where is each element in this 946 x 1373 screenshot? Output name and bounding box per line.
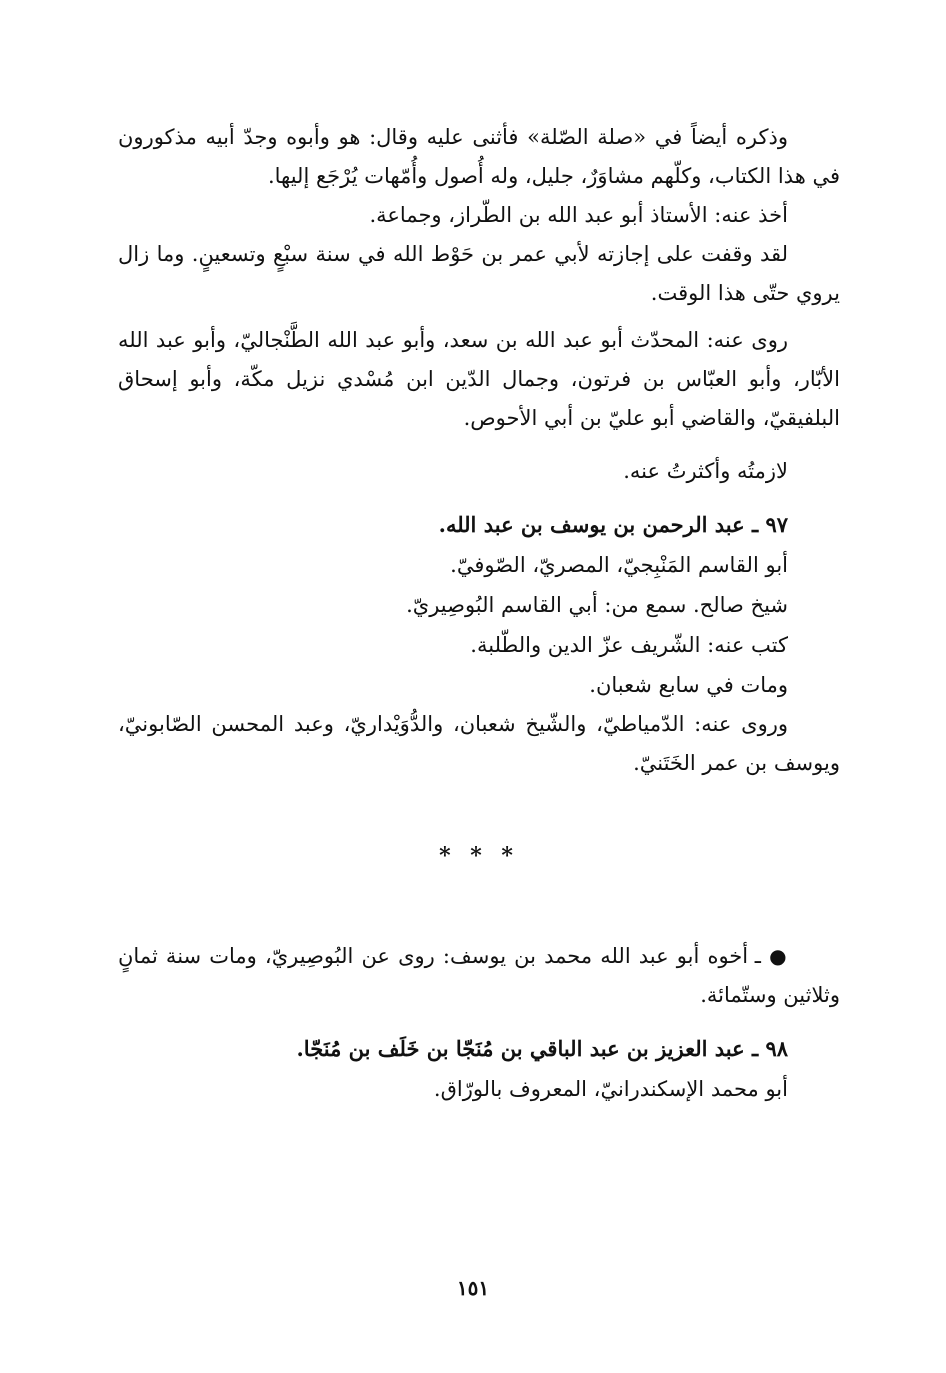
entry-98-number: ٩٨ xyxy=(765,1036,788,1061)
bullet-icon: ● xyxy=(769,944,788,968)
page-body xyxy=(118,118,840,1318)
entry-98-heading xyxy=(118,1029,840,1069)
section-separator: * * * xyxy=(439,843,519,869)
entry-97-line-nisba: أبو القاسم المَنْبِجيّ، المصريّ، الصّوفيّ. xyxy=(450,553,788,577)
entry-98 xyxy=(118,1029,840,1109)
paragraph-brother-text: ـ أخوه أبو عبد الله محمد بن يوسف: روى عن البُوصِيريّ، ومات سنة ثمانٍ وثلاثين وستّمائة. xyxy=(118,944,840,1007)
paragraph-took-from-him: أخذ عنه: الأستاذ أبو عبد الله بن الطّراز، وجماعة. xyxy=(369,203,788,227)
paragraph-narrators: روى عنه: المحدّث أبو عبد الله بن سعد، وأبو عبد الله الطَّنْجاليّ، وأبو عبد الله الأبّار، وأبو العبّاس بن فرتون، وجمال الدّين ابن مُسْدي نزيل مكّة، وأبو إسحاق البلفيقيّ، والقاضي أبو عليّ بن أبي الأحوص. xyxy=(118,328,840,430)
entry-98-line-nisba: أبو محمد الإسكندرانيّ، المعروف بالورّاق. xyxy=(433,1077,788,1101)
paragraph-ijaza: لقد وقفت على إجازته لأبي عمر بن حَوْط الله في سنة سبْعٍ وتسعينٍ. وما زال يروي حتّى هذا الوقت. xyxy=(118,242,840,305)
entry-97-narrators: وروى عنه: الدّمياطيّ، والشّيخ شعبان، والدُّوَيْداريّ، وعبد المحسن الصّابونيّ، ويوسف بن عمر الخَتَنيّ. xyxy=(118,712,840,775)
entry-97-heading xyxy=(118,505,840,545)
entry-97-number: ٩٧ xyxy=(765,512,788,537)
paragraph-brother xyxy=(118,937,840,1015)
entry-97-line-sheikh: شيخ صالح. سمع من: أبي القاسم البُوصِيريّ. xyxy=(406,593,788,617)
entry-97 xyxy=(118,505,840,783)
entry-97-title: ـ عبد الرحمن بن يوسف بن عبد الله. xyxy=(438,512,759,537)
entry-97-line-wrote: كتب عنه: الشّريف عزّ الدين والطّلبة. xyxy=(470,633,788,657)
paragraph-praise: وذكره أيضاً في «صلة الصّلة» فأثنى عليه وقال: هو وأبوه وجدّ أبيه مذكورون في هذا الكتاب، وكلّهم مشاوَرٌ، جليل، وله أُصول وأُمّهات يُرْجَع إليها. xyxy=(118,125,840,188)
paragraph-accompanied: لازمتُه وأكثرتُ عنه. xyxy=(623,459,788,483)
page-number: ١٥١ xyxy=(456,1276,490,1300)
entry-97-line-death: ومات في سابع شعبان. xyxy=(589,673,788,697)
entry-98-title: ـ عبد العزيز بن عبد الباقي بن مُنَجّا بن خَلَف بن مُنَجّا. xyxy=(296,1036,759,1061)
